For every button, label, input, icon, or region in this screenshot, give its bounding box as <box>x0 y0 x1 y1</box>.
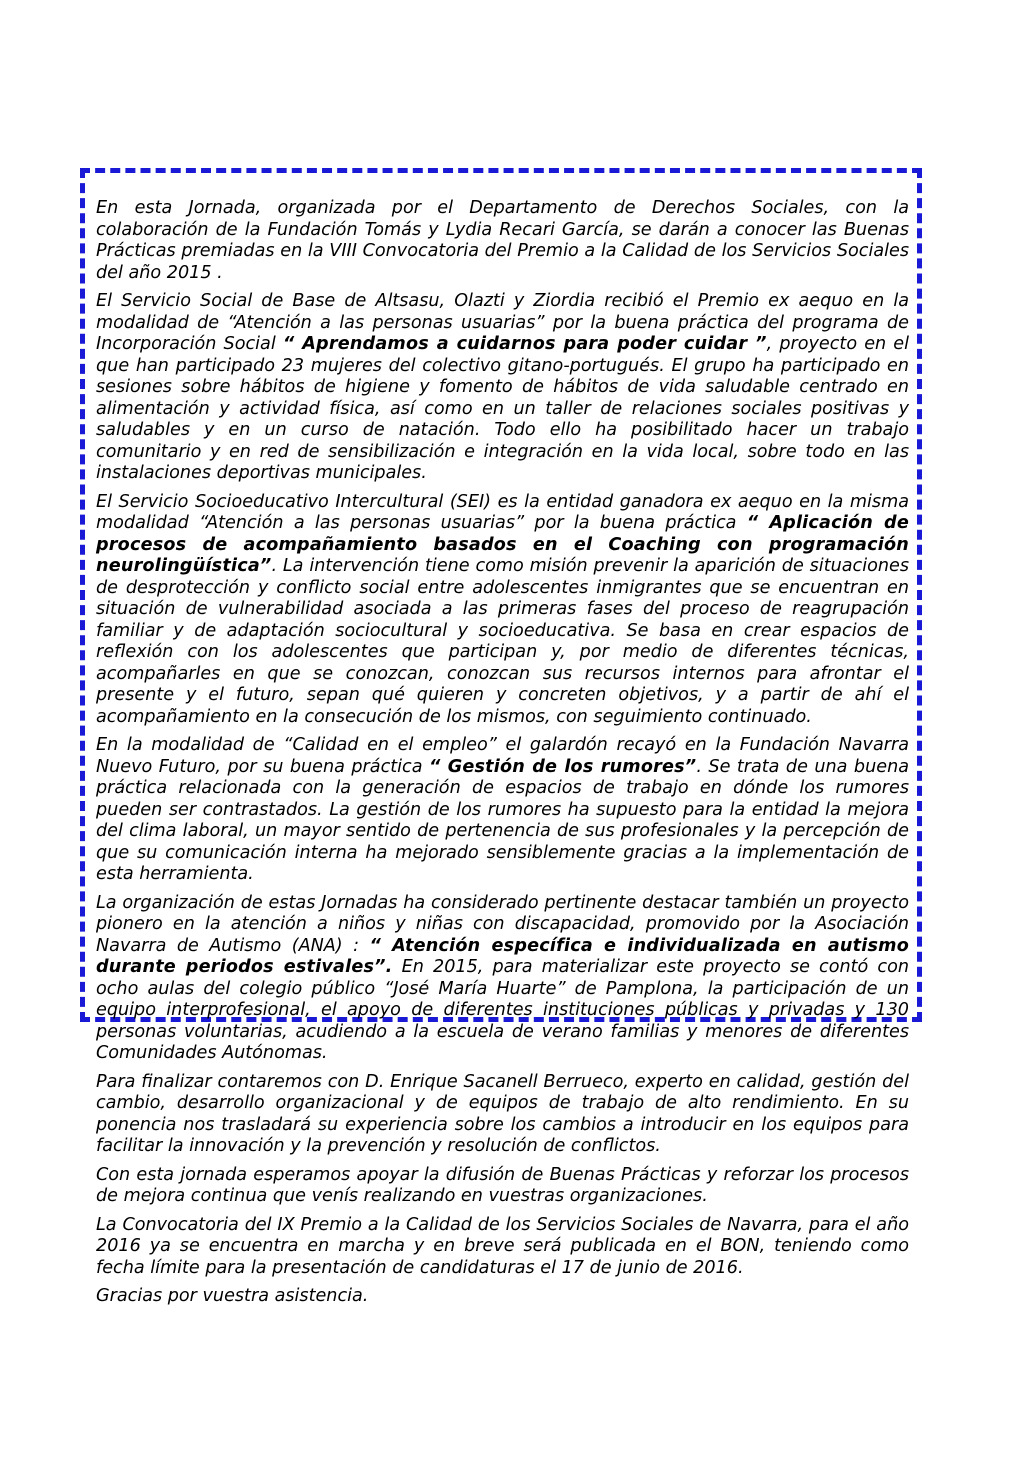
paragraph-altsasu-award <box>96 291 909 485</box>
paragraph-text: En 2015, para materializar este proyecto se contó con ocho aulas del colegio público “José María Huarte” de Pamplona, la participación de un equipo interprofesional, el apoyo de diferentes instituciones públicas y privadas y 130 personas voluntarias, acudiendo a la escuela de verano familias y menores de diferentes Comunidades Autónomas. <box>96 957 909 1063</box>
practice-title: “ Aprendamos a cuidarnos para poder cuidar ” <box>282 334 767 354</box>
paragraph-text: La organización de estas Jornadas ha considerado pertinente destacar también un proyecto pionero en la atención a niños y niñas con discapacidad, promovido por la Asociación Navarra de Autismo (ANA) : <box>96 892 909 956</box>
practice-title: “ Atención específica e individualizada en autismo durante periodos estivales”. <box>96 935 909 977</box>
paragraph-text: . La intervención tiene como misión prevenir la aparición de situaciones de desprotección y conflicto social entre adolescentes inmigrantes que se encuentran en situación de vulnerabilidad asociada a las primeras fases del proceso de reagrupación familiar y de adaptación sociocultural y socioeducativa. Se basa en crear espacios de reflexión con los adolescentes que participan y, por medio de diferentes técnicas, acompañarles en que se conozcan, conozcan sus recursos internos para afrontar el presente y el futuro, sepan qué quieren y concreten objetivos, y a partir de ahí el acompañamiento en la consecución de los mismos, con seguimiento continuado. <box>96 556 909 727</box>
practice-title: “ Gestión de los rumores” <box>428 756 697 777</box>
paragraph-intro: En esta Jornada, organizada por el Departamento de Derechos Sociales, con la colaboración de la Fundación Tomás y Lydia Recari García, se darán a conocer las Buenas Prácticas premiadas en la VIII Convocatoria del Premio a la Calidad de los Servicios Sociales del año 2015 . <box>96 198 909 283</box>
document-body <box>96 198 909 1315</box>
paragraph-closing-goal: Con esta jornada esperamos apoyar la difusión de Buenas Prácticas y reforzar los procesos de mejora continua que venís realizando en vuestras organizaciones. <box>96 1164 909 1206</box>
paragraph-text: El Servicio Socioeducativo Intercultural (SEI) es la entidad ganadora ex aequo en la misma modalidad “Atención a las personas usuarias” por la buena práctica <box>96 491 909 533</box>
paragraph-sei-award <box>96 492 909 729</box>
paragraph-employment-award <box>96 735 909 886</box>
paragraph-thanks: Gracias por vuestra asistencia. <box>96 1286 369 1306</box>
paragraph-text: En la modalidad de “Calidad en el empleo” el galardón recayó en la Fundación Navarra Nuevo Futuro, por su buena práctica <box>96 735 909 777</box>
paragraph-autism-project <box>96 893 909 1065</box>
paragraph-text: , proyecto en el que han participado 23 mujeres del colectivo gitano-portugués. El grupo ha participado en sesiones sobre hábitos de higiene y fomento de hábitos de vida saludable centrado en alimentación y actividad física, así como en un taller de relaciones sociales positivas y saludables y en un curso de natación. Todo ello ha posibilitado hacer un trabajo comunitario y en red de sensibilización e integración en la vida local, sobre todo en las instalaciones deportivas municipales. <box>96 334 910 483</box>
paragraph-next-call: La Convocatoria del IX Premio a la Calidad de los Servicios Sociales de Navarra, para el año 2016 ya se encuentra en marcha y en breve será publicada en el BON, teniendo como fecha límite para la presentación de candidaturas el 17 de junio de 2016. <box>96 1214 909 1278</box>
paragraph-speaker: Para finalizar contaremos con D. Enrique Sacanell Berrueco, experto en calidad, gestión del cambio, desarrollo organizacional y de equipos de trabajo de alto rendimiento. En su ponencia nos trasladará su experiencia sobre los cambios a introducir en los equipos para facilitar la innovación y la prevención y resolución de conflictos. <box>96 1071 909 1156</box>
practice-title: “ Aplicación de procesos de acompañamiento basados en el Coaching con programación neurolingüística” <box>96 513 909 576</box>
paragraph-text: El Servicio Social de Base de Altsasu, Olazti y Ziordia recibió el Premio ex aequo en la modalidad de “Atención a las personas usuarias” por la buena práctica del programa de Incorporación Social <box>96 291 909 354</box>
paragraph-text: . Se trata de una buena práctica relacionada con la generación de espacios de trabajo en dónde los rumores pueden ser contrastados. La gestión de los rumores ha supuesto para la entidad la mejora del clima laboral, un mayor sentido de pertenencia de sus profesionales y la percepción de que su comunicación interna ha mejorado sensiblemente gracias a la implementación de esta herramienta. <box>96 756 909 884</box>
